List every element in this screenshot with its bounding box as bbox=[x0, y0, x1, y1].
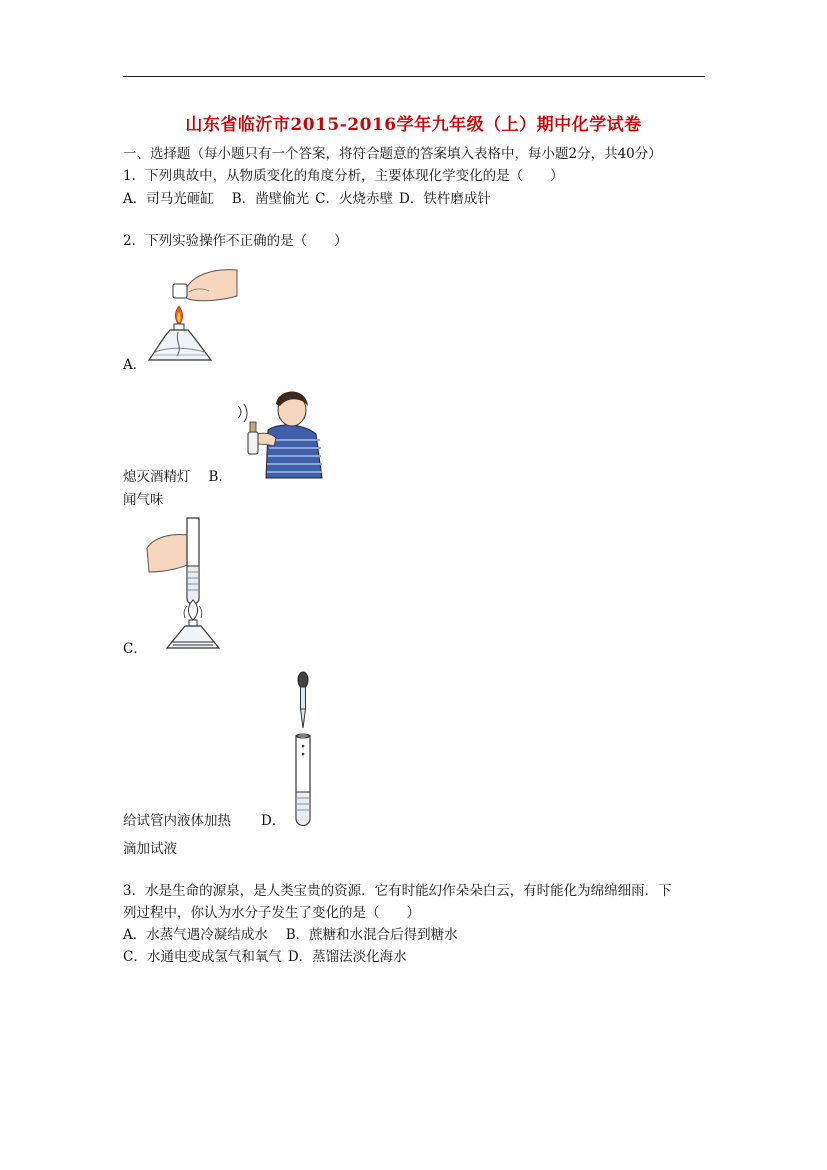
q1-stem: 1．下列典故中，从物质变化的角度分析，主要体现化学变化的是（ ） bbox=[123, 168, 564, 184]
q2-option-d-caption: 滴加试液 bbox=[123, 841, 177, 857]
q1-option-c: C．火烧赤壁 bbox=[315, 191, 394, 207]
q1-option-a: A．司马光砸缸 bbox=[123, 191, 214, 207]
q3-option-a: A．水蒸气遇冷凝结成水 bbox=[123, 927, 268, 943]
q1-option-b: B．凿壁偷光 bbox=[231, 191, 310, 207]
q3-option-c: C．水通电变成氢气和氧气 bbox=[123, 949, 282, 965]
q2-option-b-letter: B． bbox=[208, 469, 232, 485]
q1-options bbox=[123, 190, 491, 208]
q2-option-a-caption: 熄灭酒精灯 bbox=[123, 469, 191, 485]
dropper-test-tube-figure bbox=[288, 670, 318, 830]
q2-option-d-letter: D． bbox=[261, 813, 286, 829]
header-rule bbox=[123, 76, 705, 77]
q3-options-row2 bbox=[123, 948, 407, 966]
smelling-gas-figure bbox=[232, 380, 327, 482]
q3-option-d: D．蒸馏法淡化海水 bbox=[287, 949, 407, 965]
alcohol-lamp-extinguish-figure bbox=[145, 262, 240, 372]
q2-stem: 2．下列实验操作不正确的是（ ） bbox=[123, 233, 348, 249]
q3-options-row1 bbox=[123, 926, 458, 944]
section-heading: 一、选择题（每小题只有一个答案，将符合题意的答案填入表格中，每小题2分，共40分） bbox=[123, 146, 662, 162]
q2-option-a-letter: A． bbox=[123, 357, 147, 373]
q3-stem-line1: 3．水是生命的源泉，是人类宝贵的资源．它有时能幻作朵朵白云，有时能化为绵绵细雨．下 bbox=[123, 883, 672, 899]
q1-option-d: D．铁杵磨成针 bbox=[399, 191, 491, 207]
q2-option-c-letter: C． bbox=[123, 641, 147, 657]
q3-option-b: B．蔗糖和水混合后得到糖水 bbox=[285, 927, 458, 943]
page-title: 山东省临沂市2015-2016学年九年级（上）期中化学试卷 bbox=[185, 115, 642, 135]
q2-options-row-cd bbox=[123, 812, 285, 830]
heating-test-tube-figure bbox=[145, 516, 230, 656]
q2-option-c-caption: 给试管内液体加热 bbox=[123, 813, 231, 829]
q2-options-row-ab bbox=[123, 468, 232, 486]
q2-option-b-caption: 闻气味 bbox=[123, 492, 164, 508]
q3-stem-line2: 列过程中，你认为水分子发生了变化的是（ ） bbox=[123, 905, 420, 921]
